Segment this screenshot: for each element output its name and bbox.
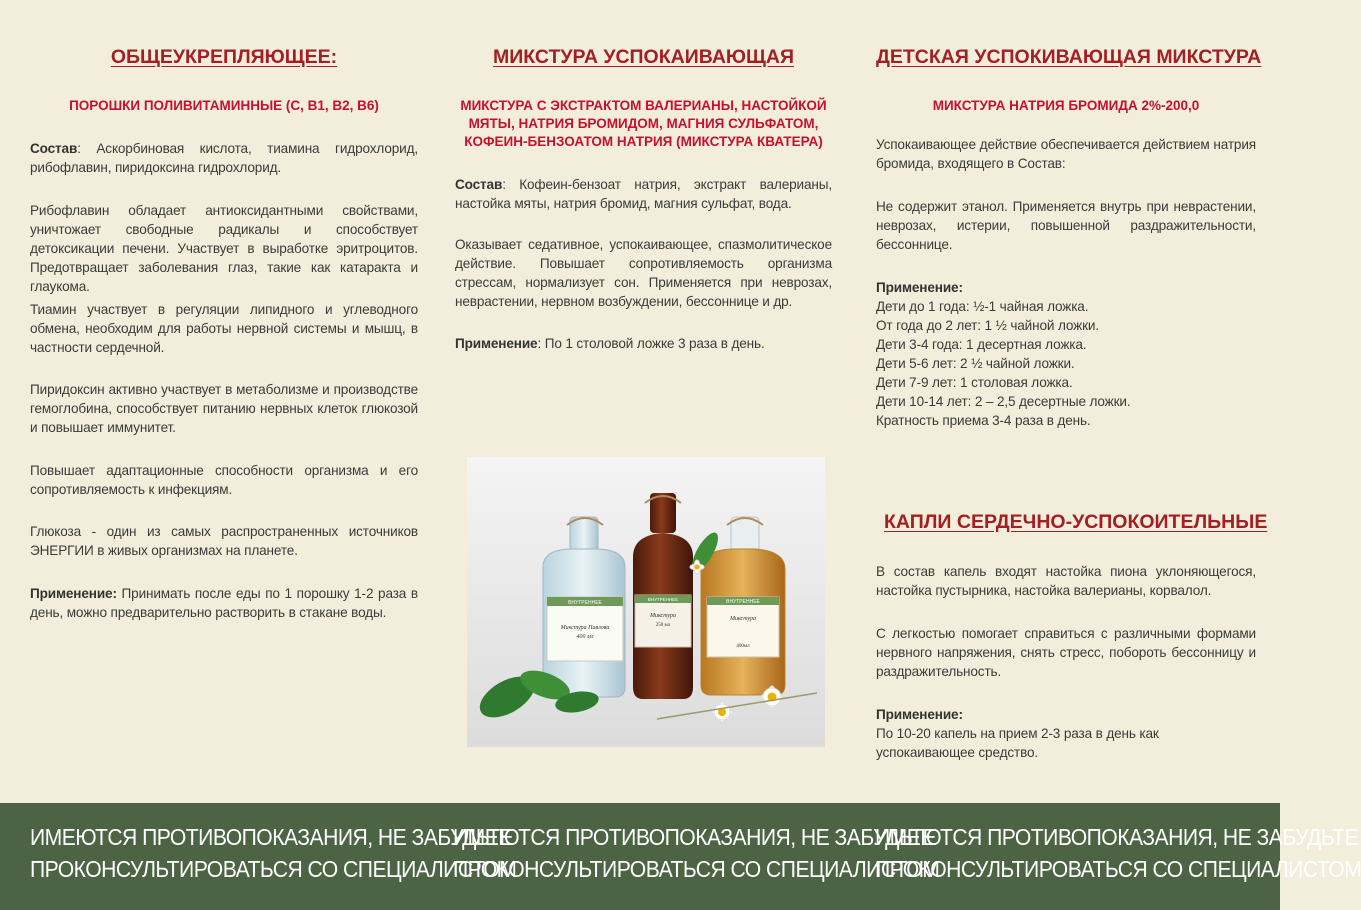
pyridoxine-paragraph: Пиридоксин активно участвует в метаболизме и производстве гемоглобина, способствует питанию нервных клеток глюкозой и повышает иммунитет.: [30, 382, 418, 435]
warning-line-2: ПРОКОНСУЛЬТИРОВАТЬСЯ СО СПЕЦИАЛИСТОМ: [30, 856, 517, 882]
section-title-children: ДЕТСКАЯ УСПОКИВАЮЩАЯ МИКСТУРА: [876, 46, 1262, 68]
bottles-illustration: [467, 457, 825, 747]
warning-line-1: ИМЕЮТСЯ ПРОТИВОПОКАЗАНИЯ, НЕ ЗАБУДЬТЕ: [30, 824, 514, 850]
composition-label: Состав: [455, 177, 503, 192]
composition-label: Состав: [30, 141, 78, 156]
bottle-left-name: Микстура Павлова: [560, 625, 610, 631]
section-subtitle-powders: ПОРОШКИ ПОЛИВИТАМИННЫЕ (С, В1, В2, В6): [69, 98, 379, 113]
usage-paragraph: [30, 584, 418, 622]
riboflavin-paragraph: Рибофлавин обладает антиоксидантными свойствами, уничтожает свободные радикалы и способствует детоксикации печени. Участвует в выработке эритроцитов. Предотвращает заболевания глаз, такие как катаракта и глаукома.: [30, 203, 418, 294]
composition-text: : Кофеин-бензоат натрия, экстракт валерианы, настойка мяты, натрия бромид, магния сульфат, вода.: [455, 177, 832, 211]
bottle-right-tag: ВНУТРЕННЕЕ: [726, 599, 760, 605]
section-title-calming: МИКСТУРА УСПОКАИВАЮЩАЯ: [492, 46, 794, 68]
product-photo: [467, 457, 825, 747]
usage-text: Принимать после еды по 1 порошку 1-2 раза в день, можно предварительно растворить в стакане воды.: [30, 586, 418, 620]
usage-text: : По 1 столовой ложке 3 раза в день.: [537, 336, 765, 351]
warning-line-2: ПРОКОНСУЛЬТИРОВАТЬСЯ СО СПЕЦИАЛИСТОМ: [453, 856, 940, 882]
footer-warning-right: [875, 821, 1361, 885]
usage-label: Применение:: [876, 707, 963, 722]
bottle-middle-tag: ВНУТРЕННЕЕ: [647, 597, 679, 602]
bottle-middle-name: Микстура: [649, 613, 677, 619]
effect-paragraph: Оказывает седативное, успокаивающее, спазмолитическое действие. Повышает сопротивляемость организма стрессам, нормализует сон. Применяется при неврозах, неврастении, нервном возбуждении, бессоннице и др.: [455, 237, 832, 309]
bottle-left-tag: ВНУТРЕННЕЕ: [568, 600, 602, 606]
section-subtitle-bromide: МИКСТУРА НАТРИЯ БРОМИДА 2%-200,0: [932, 98, 1200, 113]
composition-paragraph: [30, 139, 418, 177]
drops-usage-block: [876, 705, 1256, 762]
section-subtitle-kvater: МИКСТУРА С ЭКСТРАКТОМ ВАЛЕРИАНЫ, НАСТОЙКОЙ МЯТЫ, НАТРИЯ БРОМИДОМ, МАГНИЯ СУЛЬФАТОМ, КОФЕИН-БЕНЗОАТОМ НАТРИЯ (МИКСТУРА КВАТЕРА): [460, 98, 827, 149]
thiamine-paragraph: Тиамин участвует в регуляции липидного и углеводного обмена, необходим для работы нервной системы и мышц, в частности сердечной.: [30, 302, 418, 355]
section-title-tonic: ОБЩЕУКРЕПЛЯЮЩЕЕ:: [110, 46, 338, 68]
dosage-line: Дети до 1 года: ½-1 чайная ложка.: [876, 299, 1089, 314]
drops-composition-paragraph: В состав капель входят настойка пиона уклоняющегося, настойка пустырника, настойка валерианы, корвалол.: [876, 564, 1256, 598]
glucose-paragraph: Глюкоза - один из самых распространенных источников ЭНЕРГИИ в живых организмах на планете.: [30, 524, 418, 558]
indications-paragraph: Не содержит этанол. Применяется внутрь при неврастении, неврозах, истерии, повышенной раздражительности, бессоннице.: [876, 199, 1256, 252]
usage-paragraph: [455, 334, 832, 353]
usage-label: Применение:: [30, 586, 117, 601]
warning-line-1: ИМЕЮТСЯ ПРОТИВОПОКАЗАНИЯ, НЕ ЗАБУДЬТЕ: [875, 824, 1359, 850]
bottle-right-volume: 400мл: [736, 644, 750, 649]
drops-usage-text: По 10-20 капель на прием 2-3 раза в день как успокаивающее средство.: [876, 726, 1159, 760]
dosage-line: Дети 7-9 лет: 1 столовая ложка.: [876, 375, 1073, 390]
footer-warning-band: [0, 803, 1361, 910]
section-title-heart-drops: КАПЛИ СЕРДЕЧНО-УСПОКОИТЕЛЬНЫЕ: [884, 511, 1268, 533]
bottle-right-name: Микстура: [729, 616, 757, 622]
usage-label: Применение: [455, 336, 538, 351]
dosage-line: Дети 5-6 лет: 2 ½ чайной ложки.: [876, 356, 1075, 371]
footer-warning-center: [453, 821, 939, 885]
usage-label: Применение:: [876, 280, 963, 295]
dosage-line: Кратность приема 3-4 раза в день.: [876, 413, 1091, 428]
adaptation-paragraph: Повышает адаптационные способности организма и его сопротивляемость к инфекциям.: [30, 463, 418, 497]
action-paragraph: Успокаивающее действие обеспечивается действием натрия бромида, входящего в Состав:: [876, 137, 1256, 171]
dosage-block: [876, 278, 1256, 430]
bottle-left-volume: 400 мл: [576, 634, 594, 640]
dosage-line: Дети 3-4 года: 1 десертная ложка.: [876, 337, 1087, 352]
dosage-line: От года до 2 лет: 1 ½ чайной ложки.: [876, 318, 1099, 333]
bottle-middle-volume: 250 мл: [655, 623, 671, 628]
composition-paragraph: [455, 175, 832, 213]
dosage-line: Дети 10-14 лет: 2 – 2,5 десертные ложки.: [876, 394, 1131, 409]
warning-line-1: ИМЕЮТСЯ ПРОТИВОПОКАЗАНИЯ, НЕ ЗАБУДЬТЕ: [453, 824, 937, 850]
composition-text: : Аскорбиновая кислота, тиамина гидрохлорид, рибофлавин, пиридоксина гидрохлорид.: [30, 141, 418, 175]
warning-line-2: ПРОКОНСУЛЬТИРОВАТЬСЯ СО СПЕЦИАЛИСТОМ: [875, 856, 1361, 882]
drops-effect-paragraph: С легкостью помогает справиться с различными формами нервного напряжения, снять стресс, побороть бессонницу и раздражительность.: [876, 626, 1256, 679]
footer-warning-left: [30, 821, 516, 885]
